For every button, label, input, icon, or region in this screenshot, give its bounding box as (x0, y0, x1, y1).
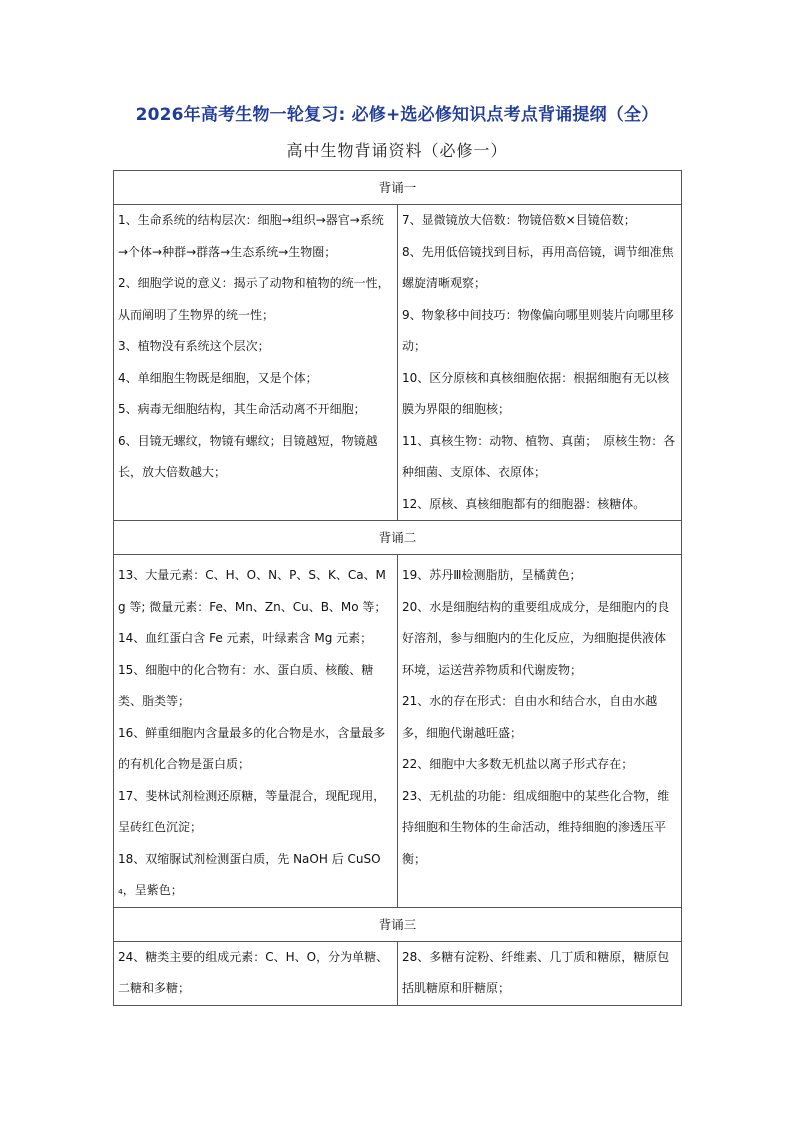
list-item: 20、水是细胞结构的重要组成成分，是细胞内的良好溶剂，参与细胞内的生化反应，为细胞提供液体环境，运送营养物质和代谢废物； (402, 599, 670, 677)
list-item: 15、细胞中的化合物有：水、蛋白质、核酸、糖类、脂类等； (118, 662, 374, 708)
list-item: 12、原核、真核细胞都有的细胞器：核糖体。 (402, 496, 646, 511)
list-item: 6、目镜无螺纹，物镜有螺纹；目镜越短，物镜越长，放大倍数越大； (118, 433, 378, 479)
list-item: 11、真核生物：动物、植物、真菌； 原核生物：各种细菌、支原体、衣原体； (402, 433, 676, 479)
section-heading: 背诵一 (114, 171, 682, 205)
section-heading-row (114, 521, 682, 555)
section-heading: 背诵二 (114, 521, 682, 555)
left-column (114, 941, 398, 1005)
list-item: 2、细胞学说的意义：揭示了动物和植物的统一性，从而阐明了生物界的统一性； (118, 276, 390, 322)
list-item: 4、单细胞生物既是细胞，又是个体； (118, 370, 318, 385)
list-item: 19、苏丹Ⅲ检测脂肪，呈橘黄色； (402, 568, 582, 582)
list-item: 14、血红蛋白含 Fe 元素，叶绿素含 Mg 元素； (118, 631, 373, 645)
right-column (398, 941, 682, 1005)
section-heading: 背诵三 (114, 907, 682, 941)
section-body-row (114, 205, 682, 521)
list-item: 21、水的存在形式：自由水和结合水，自由水越多，细胞代谢越旺盛； (402, 694, 658, 740)
list-item: 3、植物没有系统这个层次； (118, 339, 270, 353)
section-body-row (114, 941, 682, 1005)
recitation-table (113, 170, 682, 1006)
list-item: 8、先用低倍镜找到目标，再用高倍镜，调节细准焦螺旋清晰观察； (402, 244, 674, 290)
list-item: 17、斐林试剂检测还原糖，等量混合，现配现用，呈砖红色沉淀； (118, 788, 386, 834)
list-item: 23、无机盐的功能：组成细胞中的某些化合物，维持细胞和生物体的生命活动，维持细胞的渗透压平衡； (402, 788, 670, 866)
left-column (114, 555, 398, 908)
list-item: 28、多糖有淀粉、纤维素、几丁质和糖原，糖原包括肌糖原和肝糖原； (402, 949, 670, 995)
document-subtitle: 高中生物背诵资料（必修一） (286, 141, 508, 160)
list-item: 10、区分原核和真核细胞依据：根据细胞有无以核膜为界限的细胞核； (402, 370, 670, 416)
document-title: 2026年高考生物一轮复习: 必修+选必修知识点考点背诵提纲（全） (135, 105, 659, 125)
list-item: 22、细胞中大多数无机盐以离子形式存在； (402, 757, 634, 771)
list-item: 9、物象移中间技巧：物像偏向哪里则装片向哪里移动； (402, 307, 674, 353)
left-column (114, 205, 398, 521)
list-item: 16、鲜重细胞内含量最多的化合物是水，含量最多的有机化合物是蛋白质； (118, 725, 386, 771)
section-heading-row (114, 907, 682, 941)
list-item: 1、生命系统的结构层次：细胞→组织→器官→系统→个体→种群→群落→生态系统→生物圈； (118, 213, 384, 259)
list-item: 18、双缩脲试剂检测蛋白质，先 NaOH 后 CuSO₄，呈紫色； (118, 851, 381, 897)
right-column (398, 205, 682, 521)
list-item: 5、病毒无细胞结构，其生命活动离不开细胞； (118, 402, 366, 416)
right-column (398, 555, 682, 908)
list-item: 24、糖类主要的组成元素：C、H、O，分为单糖、二糖和多糖； (118, 949, 389, 995)
section-heading-row (114, 171, 682, 205)
list-item: 7、显微镜放大倍数：物镜倍数×目镜倍数； (402, 213, 636, 227)
list-item: 13、大量元素：C、H、O、N、P、S、K、Ca、Mg 等; 微量元素：Fe、Mn、Zn、Cu、B、Mo 等； (118, 568, 387, 614)
section-body-row (114, 555, 682, 908)
